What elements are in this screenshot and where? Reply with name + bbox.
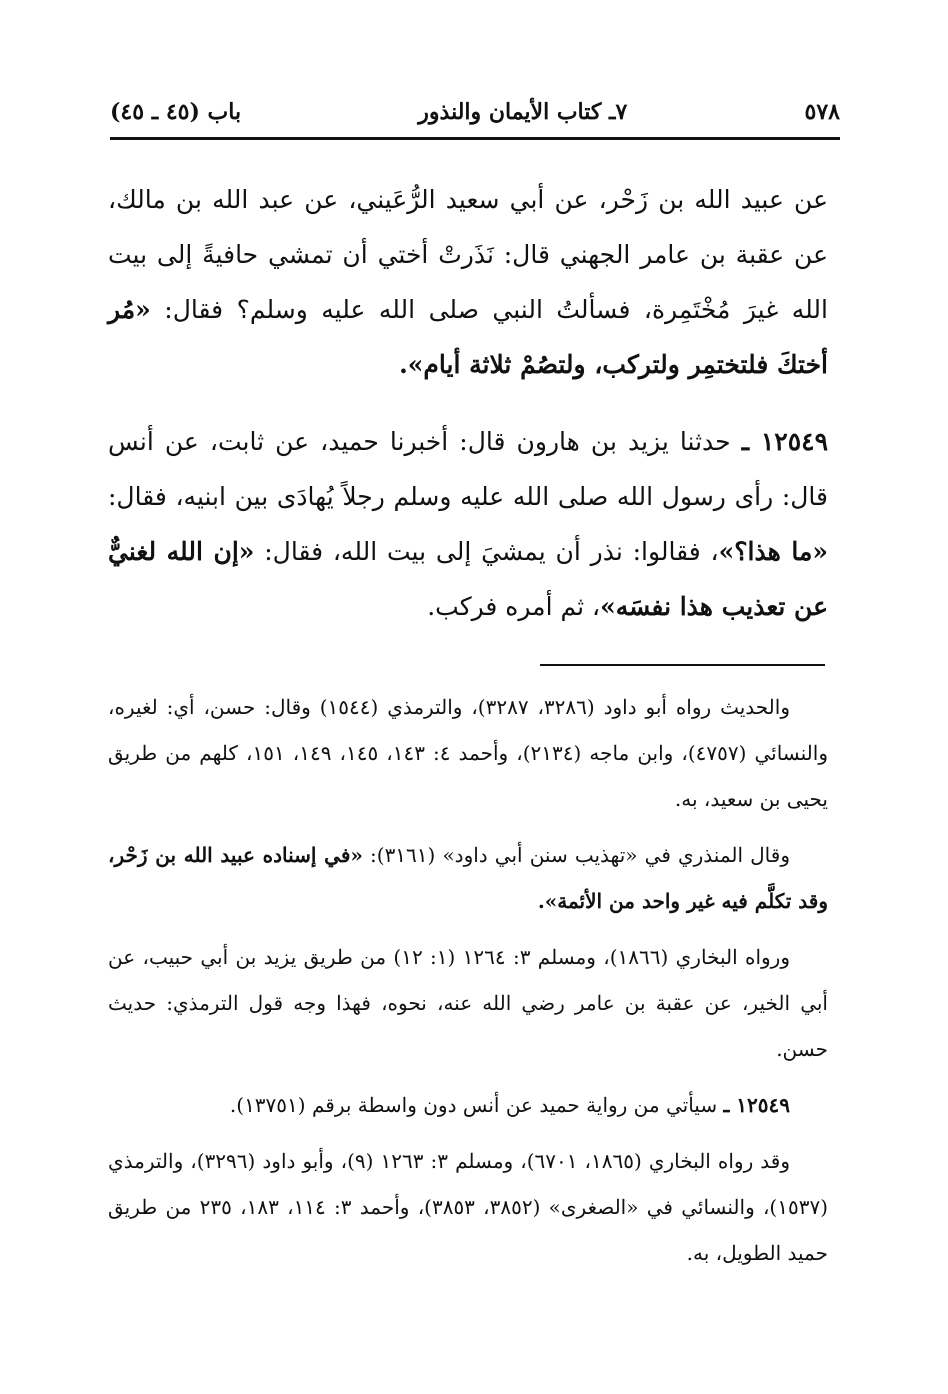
hadith-text: ، ثم أمره فركب. <box>427 592 601 621</box>
book-title: ٧ـ كتاب الأيمان والنذور <box>418 99 628 125</box>
page-number: ٥٧٨ <box>804 99 840 125</box>
footnote-paragraph <box>108 832 828 924</box>
footnotes <box>108 684 828 1286</box>
main-text <box>108 172 828 634</box>
running-header <box>110 90 840 134</box>
header-divider <box>110 137 840 140</box>
footnote-quote: «في إسناده عبيد الله بن زَحْر، وقد تكلَّم فيه غير واحد من الأئمة». <box>108 843 828 913</box>
hadith-paragraph <box>108 172 828 392</box>
footnote-paragraph <box>108 1082 828 1128</box>
footnote-paragraph: وقد رواه البخاري (١٨٦٥، ٦٧٠١)، ومسلم ٣: ١٢٦٣ (٩)، وأبو داود (٣٢٩٦)، والترمذي (١٥٣٧)، والنسائي في «الصغرى» (٣٨٥٢، ٣٨٥٣)، وأحمد ٣: ١١٤، ١٨٣، ٢٣٥ من طريق حميد الطويل، به. <box>108 1149 829 1265</box>
prophet-saying: «إن الله لغنيٌّ عن تعذيب هذا نفسَه» <box>108 537 828 621</box>
footnote-paragraph: والحديث رواه أبو داود (٣٢٨٦، ٣٢٨٧)، والترمذي (١٥٤٤) وقال: حسن، أي: لغيره، والنسائي (٤٧٥٧)، وابن ماجه (٢١٣٤)، وأحمد ٤: ١٤٣، ١٤٥، ١٤٩، ١٥١، كلهم من طريق يحيى بن سعيد، به. <box>108 695 828 811</box>
hadith-number: ١٢٥٤٩ ـ <box>741 427 829 456</box>
footnote-text: سيأتي من رواية حميد عن أنس دون واسطة برقم (١٣٧٥١). <box>229 1093 724 1117</box>
hadith-text: عن عبيد الله بن زَحْر، عن أبي سعيد الرُّعَيني، عن عبد الله بن مالك، عن عقبة بن عامر الجهني قال: نَذَرتْ أختي أن تمشي حافيةً إلى بيت الله غيرَ مُخْتَمِرة، فسألتُ النبي صلى الله عليه وسلم؟ فقال: <box>108 185 828 324</box>
hadith-paragraph <box>108 414 828 634</box>
prophet-saying: «ما هذا؟» <box>718 537 829 566</box>
footnote-text: وقال المنذري في «تهذيب سنن أبي داود» (٣١٦١): <box>362 843 790 867</box>
hadith-number: ١٢٥٤٩ ـ <box>723 1093 790 1117</box>
chapter-label: باب (٤٥ ـ ٤٥) <box>110 99 242 125</box>
hadith-text: ، فقالوا: نذر أن يمشيَ إلى بيت الله، فقال: <box>254 537 719 566</box>
footnote-paragraph: ورواه البخاري (١٨٦٦)، ومسلم ٣: ١٢٦٤ (١: ١٢) من طريق يزيد بن أبي حبيب، عن أبي الخير، عن عقبة بن عامر رضي الله عنه، نحوه، فهذا وجه قول الترمذي: حديث حسن. <box>108 945 828 1061</box>
hadith-text: حدثنا يزيد بن هارون قال: أخبرنا حميد، عن ثابت، عن أنس قال: رأى رسول الله صلى الله عليه وسلم رجلاً يُهادَى بين ابنيه، فقال: <box>108 427 828 511</box>
footnote-divider <box>540 664 825 666</box>
prophet-saying: «مُر أختكَ فلتختمِر ولتركب، ولتصُمْ ثلاثة أيام». <box>108 295 828 379</box>
